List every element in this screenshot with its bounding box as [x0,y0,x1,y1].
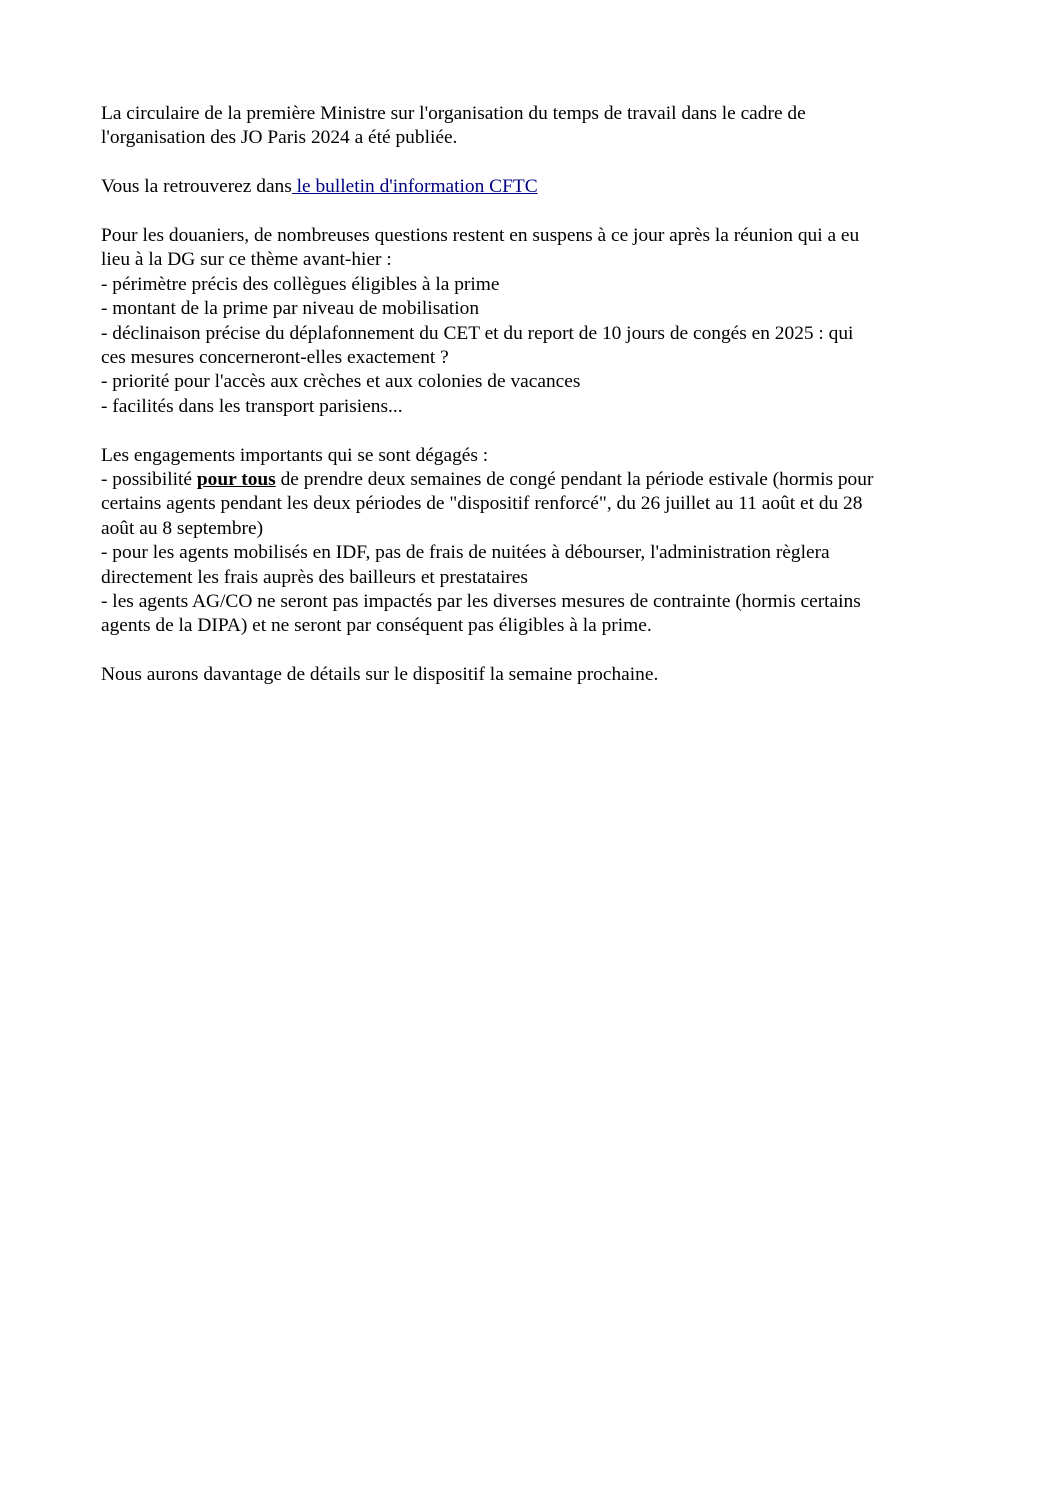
list-item [101,468,961,492]
intro-line: La circulaire de la première Ministre sur l'organisation du temps de travail dans le cadre de [101,103,806,124]
list-item: - priorité pour l'accès aux crèches et aux colonies de vacances [101,371,581,393]
list-item: - déclinaison précise du déplafonnement du CET et du report de 10 jours de congés en 2025 : qui [101,322,854,344]
closing-line: Nous aurons davantage de détails sur le dispositif la semaine prochaine. [101,664,659,686]
list-item: - périmètre précis des collègues éligibles à la prime [101,273,500,295]
item-prefix: - possibilité [101,469,197,491]
engagements-paragraph [101,444,961,639]
list-item-continuation: août au 8 septembre) [101,517,264,539]
intro-line: l'organisation des JO Paris 2024 a été publiée. [101,127,458,149]
bulletin-prefix: Vous la retrouverez dans [101,176,292,198]
list-item-continuation: directement les frais auprès des bailleurs et prestataires [101,566,528,588]
questions-line: Pour les douaniers, de nombreuses questions restent en suspens à ce jour après la réunion qui a eu [101,225,860,246]
list-item: - pour les agents mobilisés en IDF, pas de frais de nuitées à débourser, l'administration règlera [101,542,830,564]
document-body [101,102,961,712]
bulletin-link[interactable]: le bulletin d'information CFTC [291,176,538,198]
list-item: - facilités dans les transport parisiens... [101,395,403,417]
list-item-continuation: certains agents pendant les deux périodes de "dispositif renforcé", du 26 juillet au 11 août et du 28 [101,493,863,515]
engagements-heading: Les engagements importants qui se sont dégagés : [101,444,489,466]
bulletin-line [101,175,961,199]
list-item-continuation: agents de la DIPA) et ne seront par conséquent pas éligibles à la prime. [101,615,652,637]
closing-paragraph [101,663,961,687]
list-item: ces mesures concerneront-elles exactement ? [101,347,449,369]
emphasis-text: pour tous [196,469,276,491]
bulletin-paragraph [101,175,961,199]
item-rest: de prendre deux semaines de congé pendant la période estivale (hormis pour [275,469,874,491]
intro-paragraph [101,102,961,151]
list-item: - montant de la prime par niveau de mobilisation [101,298,480,320]
list-item: - les agents AG/CO ne seront pas impactés par les diverses mesures de contrainte (hormis certains [101,591,861,613]
questions-line: lieu à la DG sur ce thème avant-hier : [101,249,392,271]
questions-paragraph [101,224,961,419]
